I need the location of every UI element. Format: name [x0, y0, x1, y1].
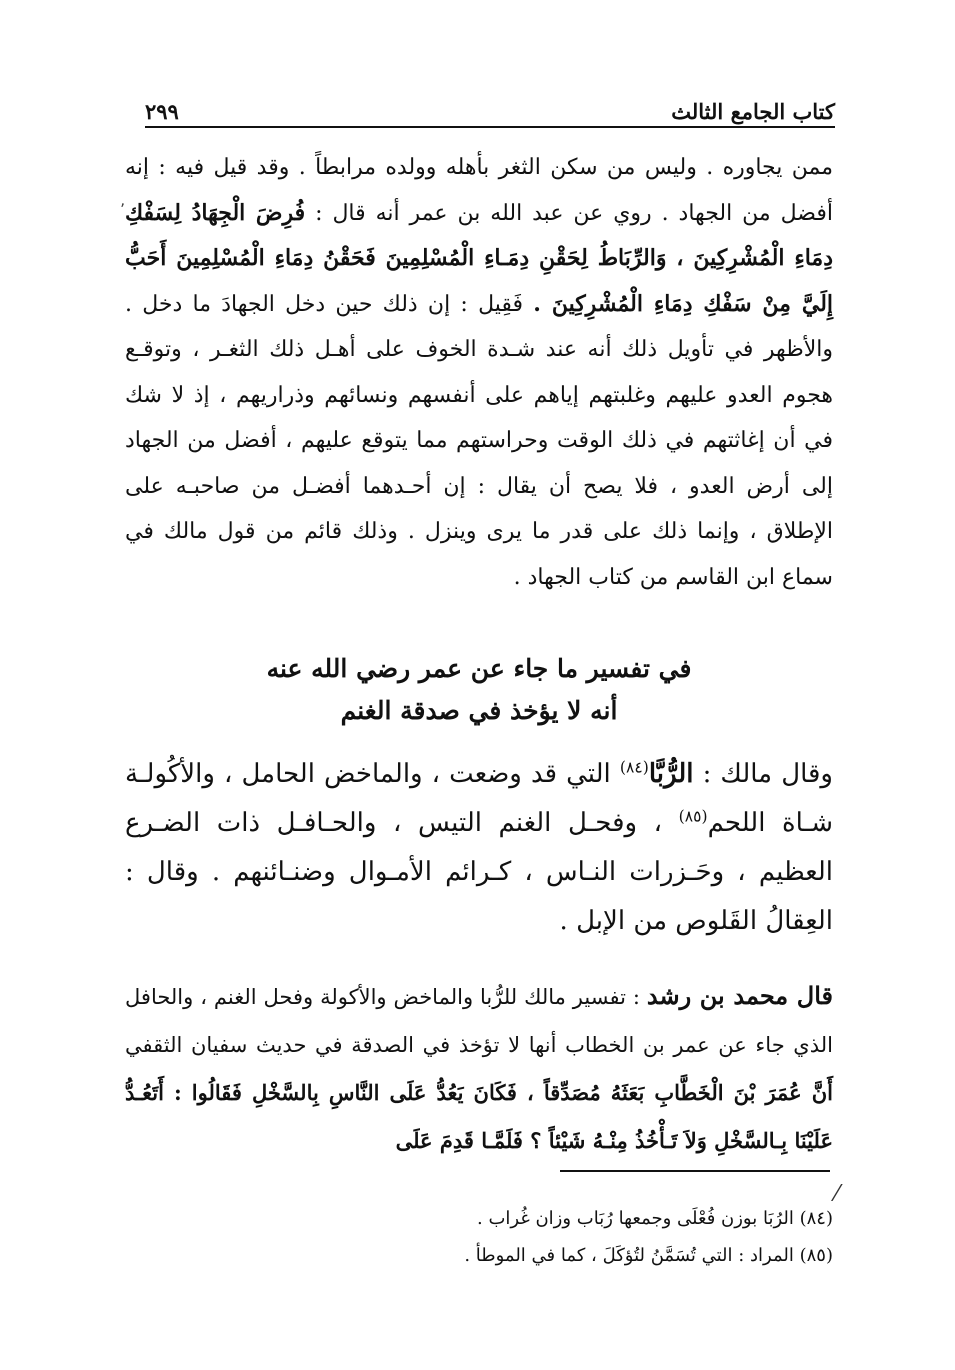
paragraph-3-text-a: : تفسير مالك للرُّبا والماخض والأكولة وفحل الغنم ، والحافل الذي جاء عن عمر بن الخطاب أنها لا تؤخذ في الصدقة في حديث سفيان الثقفي — [125, 985, 833, 1057]
margin-mark: ٬ — [120, 200, 126, 219]
paragraph-2-part-2: التي قد وضعت ، والماخض الحامل ، والأكُولـة شـاة اللحم — [125, 759, 833, 838]
footnote-84: (٨٤) الرُبَا بوزن فُعْلَى وجمعها رُبَاب وزان غُراب . — [477, 1208, 833, 1229]
header-rule — [145, 126, 835, 128]
section-heading — [125, 648, 833, 732]
speaker-name: قال محمد بن رشد — [646, 981, 833, 1010]
running-header — [145, 84, 835, 124]
book-title: كتاب الجامع الثالث — [671, 99, 835, 124]
main-text — [125, 145, 833, 1165]
paragraph-1 — [125, 145, 833, 600]
paragraph-3 — [125, 972, 833, 1165]
hadith-quote-1: فُرِضَ الْجِهَادُ لِسَفْكِ دِمَاءِ الْمُشْرِكِينَ ، وَالرِّبَاطُ لِحَقْنِ دِمَـاءِ الْمُسْلِمِينَ فَحَقْنُ دِمَاءِ الْمُسْلِمِينَ أَحَبُّ إِلَيَّ مِنْ سَفْكِ دِمَاءِ الْمُشْرِكِينَ . — [125, 199, 834, 317]
page-number: ٢٩٩ — [145, 99, 179, 124]
footnote-85: (٨٥) المراد : التي تُسَمَّنُ لتُؤكَلَ ، كما في الموطأ . — [464, 1245, 833, 1266]
paragraph-1-text-a: ممن يجاوره . وليس من سكن الثغر بأهله وولده مرابطاً . وقد قيل فيه : إنه أفضل من الجهاد . روي عن عبد الله بن عمر أنه قال : — [125, 155, 834, 226]
paragraph-2-part-3: ، وفحـل الغنم التيس ، والحـافـل ذات الضـرع العظيم ، وحَـزرات النـاس ، كـرائم الأمـوال وضنـائنهم . وقال : العِقالُ القَلوص من الإبل . — [125, 808, 833, 936]
paragraph-2-part-1: وقال مالك : — [693, 759, 833, 789]
footnote-ref-85[interactable]: (٨٥) — [678, 807, 708, 826]
footnotes — [300, 1200, 833, 1274]
footnote-rule — [560, 1170, 830, 1172]
section-heading-line-1: في تفسير ما جاء عن عمر رضي الله عنه — [266, 654, 692, 683]
margin-mark: ⁄ — [835, 1182, 839, 1207]
footnote-ref-84[interactable]: (٨٤) — [619, 758, 649, 777]
section-heading-line-2: أنه لا يؤخذ في صدقة الغنم — [340, 696, 618, 725]
hadith-quote-2: أَنَّ عُمَرَ بْنَ الْخَطَّابِ بَعَثَهُ مُصَدِّقاً ، فَكَانَ يَعُدُّ عَلَى النَّاسِ بِالسَّخْلِ فَقَالُوا : أَتَعُـدُّ عَلَيْنَا بِـالسَّخْلِ وَلاَ تَـأْخُذُ مِنْـهُ شَيْئاً ؟ فَلَمَّـا قَدِمَ عَلَى — [125, 1080, 833, 1153]
paragraph-2 — [125, 750, 833, 946]
defined-term: الرُّبَّا — [648, 759, 694, 789]
paragraph-1-text-b: فَقِيل : إن ذلك حين دخل الجهادَ ما دخل . والأظهر في تأويل ذلك أنه عند شـدة الخوف على أهـل ذلك الثغـر ، وتوقـع هجوم العدو عليهم وغلبتهم إياهم على أنفسهم ونسائهم وذراريهم ، إذ لا شك في أن إغاثتهم في ذلك الوقت وحراستهم مما يتوقع عليهم ، أفضل من الجهاد إلى أرض العدو ، فلا يصح أن يقال : إن أحـدهما أفضـل من صاحبـه على الإطلاق ، وإنما ذلك على قدر ما يرى وينزل . وذلك قائم من قول مالك في سماع ابن القاسم من كتاب الجهاد . — [125, 291, 833, 590]
